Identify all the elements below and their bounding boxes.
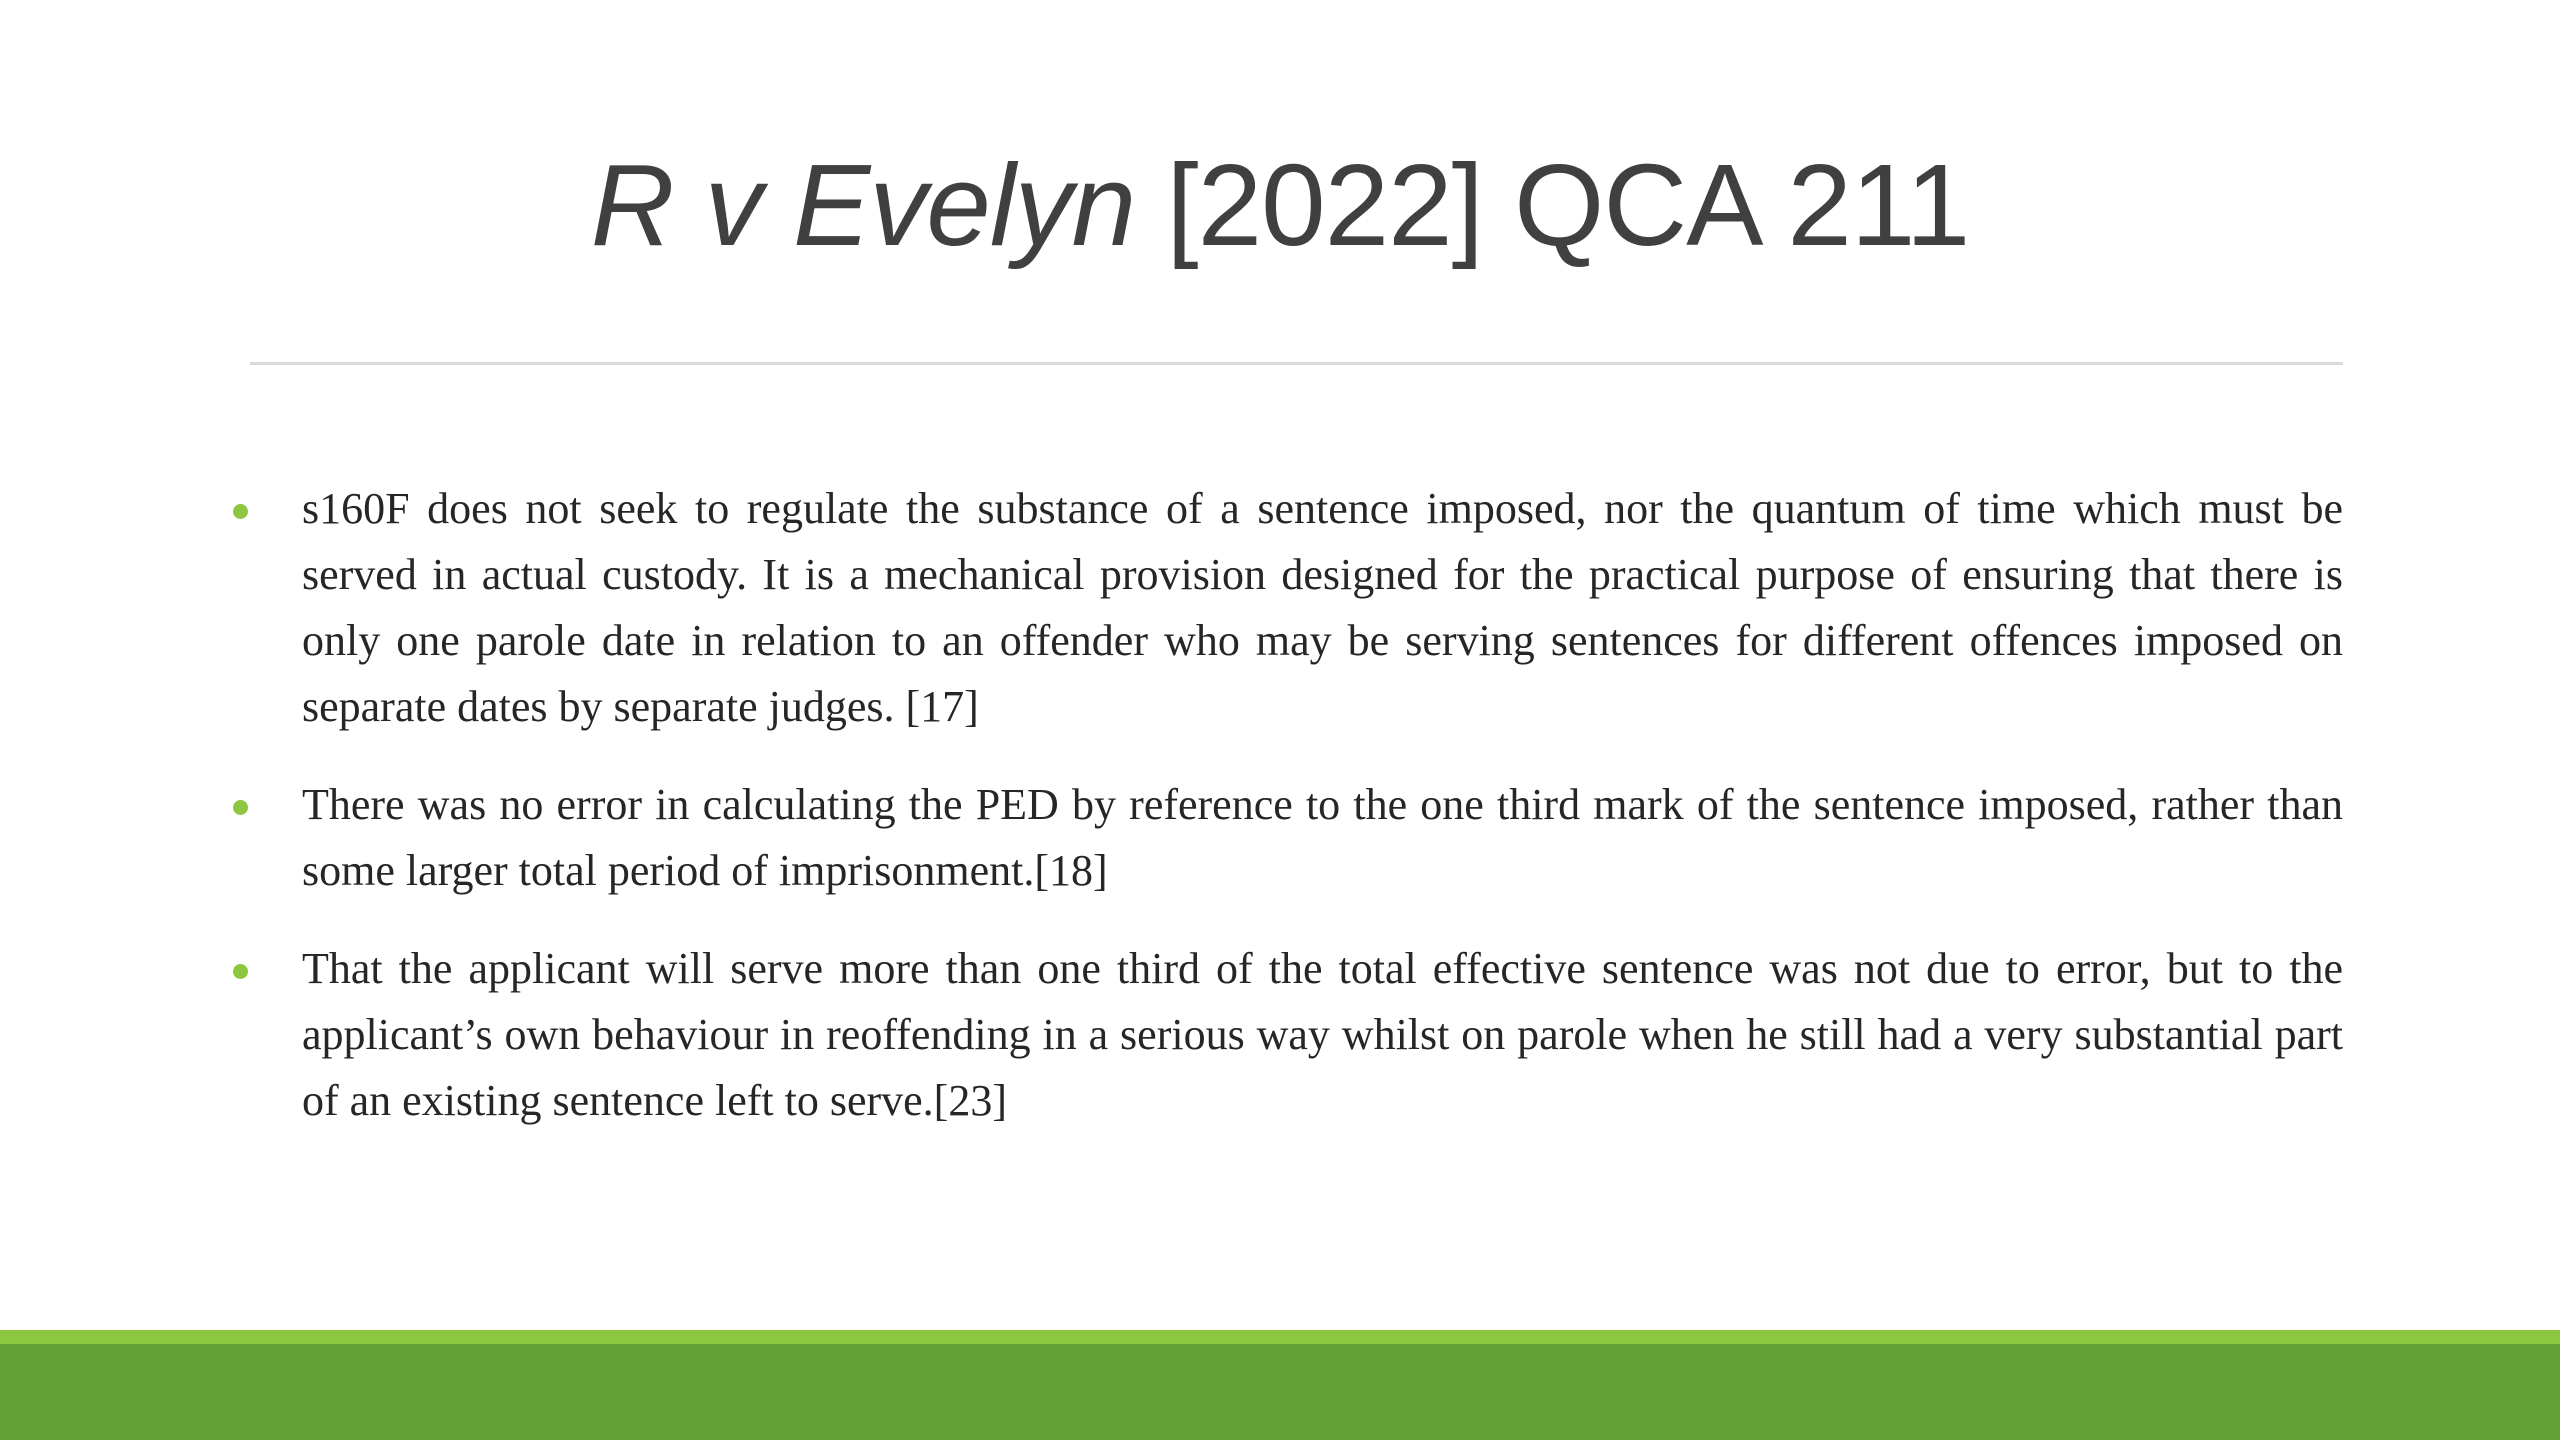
list-item-text: s160F does not seek to regulate the substance of a sentence imposed, nor the quantum of time which must be served in actual custody. It is a mechanical provision designed for the practical purpose of ensuring that there is only one parole date in relation to an offender who may be serving sentences for different offences imposed on separate dates by separate judges. [17] xyxy=(302,484,2343,731)
list-item xyxy=(228,476,2343,740)
list-item xyxy=(228,936,2343,1134)
slide-title xyxy=(0,130,2560,280)
list-item xyxy=(228,772,2343,904)
bullet-dot-icon xyxy=(233,504,248,519)
title-divider xyxy=(250,362,2343,365)
case-citation: [2022] QCA 211 xyxy=(1166,140,1970,270)
case-name: R v Evelyn xyxy=(590,140,1136,270)
bullet-dot-icon xyxy=(233,800,248,815)
list-item-text: There was no error in calculating the PED by reference to the one third mark of the sentence imposed, rather than some larger total period of imprisonment.[18] xyxy=(302,780,2343,895)
bullet-dot-icon xyxy=(233,964,248,979)
footer-accent-stripe xyxy=(0,1330,2560,1344)
bullet-list xyxy=(228,476,2343,1166)
list-item-text: That the applicant will serve more than one third of the total effective sentence was not due to error, but to the applicant’s own behaviour in reoffending in a serious way whilst on parole when he still had a very substantial part of an existing sentence left to serve.[23] xyxy=(302,944,2343,1125)
footer-bar xyxy=(0,1344,2560,1440)
